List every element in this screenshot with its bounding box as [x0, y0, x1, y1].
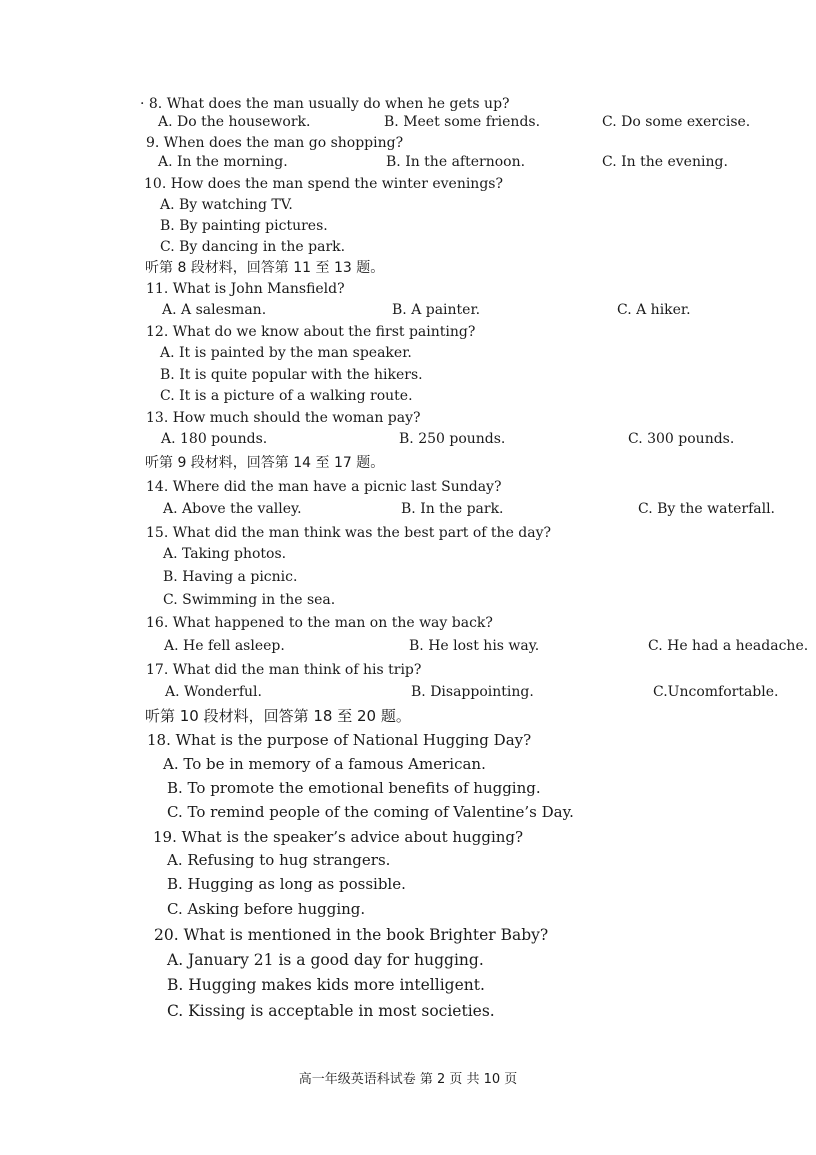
option-line: B. To promote the emotional benefits of hugging. [167, 779, 541, 797]
option-line: A. Refusing to hug strangers. [167, 851, 391, 869]
option-line: A. It is painted by the man speaker. [160, 345, 412, 361]
option-b: B. A painter. [392, 302, 481, 318]
option-line: A. By watching TV. [160, 197, 293, 213]
question-text: 14. Where did the man have a picnic last Sunday? [146, 479, 502, 495]
question-text: 9. When does the man go shopping? [146, 135, 404, 151]
option-c: C. 300 pounds. [628, 431, 735, 447]
option-c: C. Do some exercise. [602, 114, 751, 130]
option-line: C. Kissing is acceptable in most societies. [167, 1002, 495, 1020]
option-line: C. To remind people of the coming of Valentine’s Day. [167, 803, 574, 821]
option-a: A. Do the housework. [158, 114, 311, 130]
option-c: C. A hiker. [617, 302, 691, 318]
option-b: B. He lost his way. [409, 638, 540, 654]
option-line: B. By painting pictures. [160, 218, 328, 234]
option-c: C. In the evening. [602, 154, 728, 170]
option-line: B. Hugging makes kids more intelligent. [167, 976, 485, 994]
option-line: C. Swimming in the sea. [163, 592, 336, 608]
option-a: A. Wonderful. [165, 684, 262, 700]
question-text: 12. What do we know about the first painting? [146, 324, 476, 340]
option-b: B. 250 pounds. [399, 431, 506, 447]
option-c: C. By the waterfall. [638, 501, 776, 517]
option-a: A. He fell asleep. [164, 638, 285, 654]
question-text: 16. What happened to the man on the way back? [146, 615, 493, 631]
option-line: C. By dancing in the park. [160, 239, 346, 255]
page-footer: 高一年级英语科试卷 第 2 页 共 10 页 [298, 1072, 518, 1087]
option-c: C. He had a headache. [648, 638, 809, 654]
section-instruction: 听第 9 段材料，回答第 14 至 17 题。 [145, 455, 385, 471]
section-instruction: 听第 10 段材料，回答第 18 至 20 题。 [145, 707, 411, 725]
question-text: 18. What is the purpose of National Hugging Day? [147, 731, 532, 749]
question-text: 13. How much should the woman pay? [146, 410, 421, 426]
option-a: A. In the morning. [158, 154, 288, 170]
option-b: B. Meet some friends. [384, 114, 541, 130]
option-c: C.Uncomfortable. [653, 684, 779, 700]
section-instruction: 听第 8 段材料，回答第 11 至 13 题。 [145, 260, 385, 276]
option-a: A. Above the valley. [163, 501, 302, 517]
question-text: 17. What did the man think of his trip? [146, 662, 422, 678]
question-text: 11. What is John Mansfield? [146, 281, 345, 297]
option-b: B. In the park. [401, 501, 504, 517]
option-line: A. January 21 is a good day for hugging. [167, 951, 484, 969]
option-line: A. Taking photos. [163, 546, 287, 562]
option-a: A. A salesman. [162, 302, 267, 318]
option-b: B. In the afternoon. [386, 154, 526, 170]
question-text: 10. How does the man spend the winter evenings? [144, 176, 503, 192]
question-text: 15. What did the man think was the best part of the day? [146, 525, 552, 541]
option-line: A. To be in memory of a famous American. [163, 755, 486, 773]
question-text: · 8. What does the man usually do when he gets up? [140, 96, 510, 112]
option-a: A. 180 pounds. [161, 431, 268, 447]
option-line: B. Having a picnic. [163, 569, 298, 585]
option-line: C. It is a picture of a walking route. [160, 388, 413, 404]
question-text: 19. What is the speaker’s advice about hugging? [153, 828, 524, 846]
option-line: B. It is quite popular with the hikers. [160, 367, 423, 383]
option-line: B. Hugging as long as possible. [167, 875, 406, 893]
option-b: B. Disappointing. [411, 684, 534, 700]
question-text: 20. What is mentioned in the book Brighter Baby? [154, 926, 549, 944]
option-line: C. Asking before hugging. [167, 900, 366, 918]
